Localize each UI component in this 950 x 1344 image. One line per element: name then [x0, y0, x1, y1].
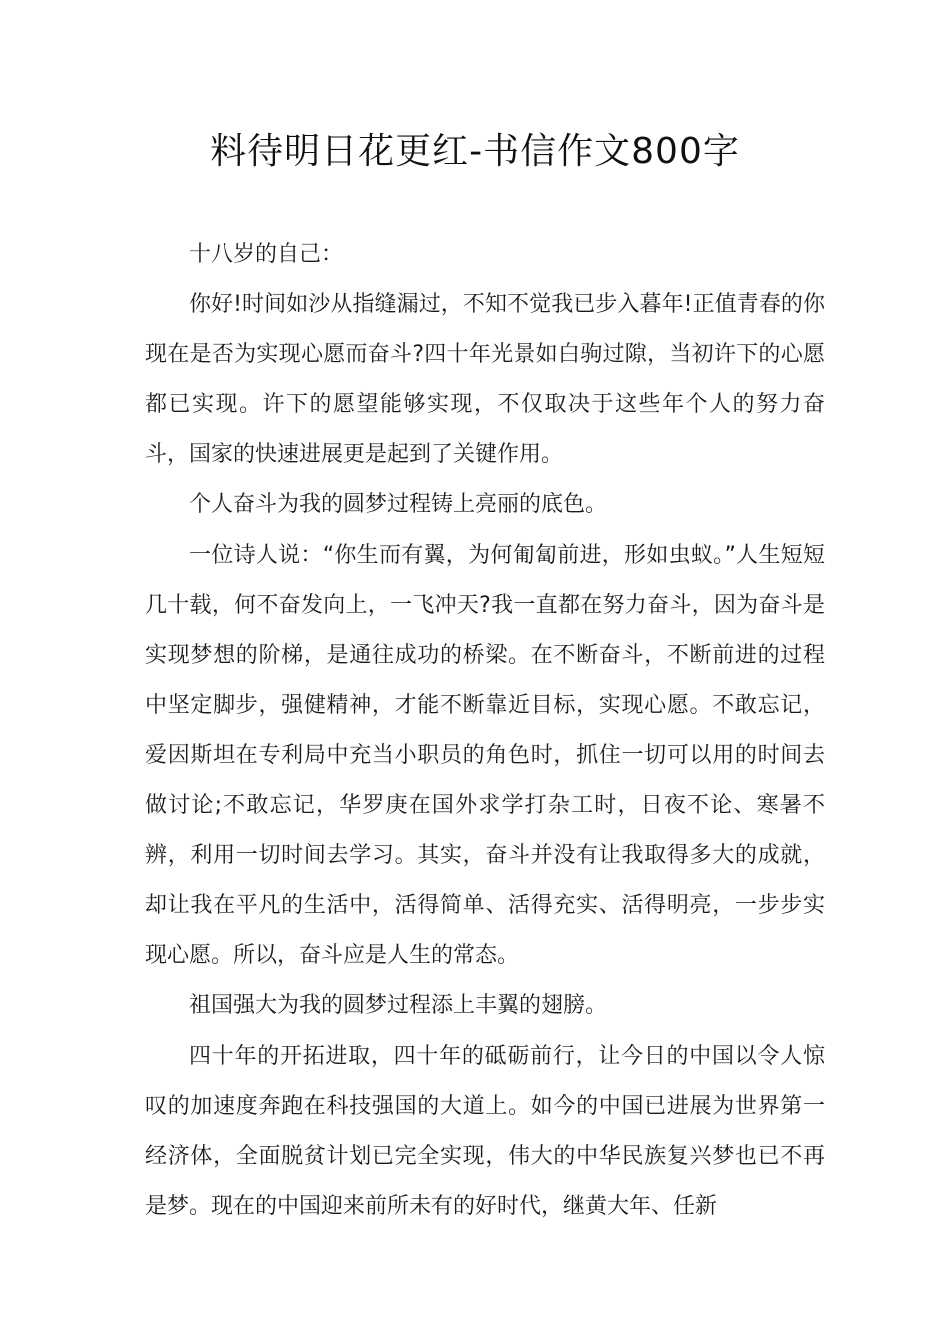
paragraph-heading-motherland: 祖国强大为我的圆梦过程添上丰翼的翅膀。: [189, 993, 608, 1019]
salutation: 十八岁的自己：: [189, 242, 344, 267]
document-body: [145, 230, 825, 1232]
paragraph-forty-years: 四十年的开拓进取，四十年的砥砺前行，让今日的中国以令人惊叹的加速度奔跑在科技强国的大道上。如今的中国已进展为世界第一经济体，全面脱贫计划已完全实现，伟大的中华民族复兴梦也已不再是梦。现在的中国迎来前所未有的好时代，继黄大年、任新: [145, 1043, 825, 1219]
paragraph-poet-quote: 一位诗人说：“你生而有翼，为何匍匐前进，形如虫蚁。”人生短短几十载，何不奋发向上，一飞冲天?我一直都在努力奋斗，因为奋斗是实现梦想的阶梯，是通往成功的桥梁。在不断奋斗，不断前进的过程中坚定脚步，强健精神，才能不断靠近目标，实现心愿。不敢忘记，爱因斯坦在专利局中充当小职员的角色时，抓住一切可以用的时间去做讨论;不敢忘记，华罗庚在国外求学打杂工时，日夜不论、寒暑不辨，利用一切时间去学习。其实，奋斗并没有让我取得多大的成就，却让我在平凡的生活中，活得简单、活得充实、活得明亮，一步步实现心愿。所以，奋斗应是人生的常态。: [145, 542, 825, 969]
paragraph-greeting: 你好!时间如沙从指缝漏过，不知不觉我已步入暮年!正值青春的你现在是否为实现心愿而奋斗?四十年光景如白驹过隙，当初许下的心愿都已实现。许下的愿望能够实现，不仅取决于这些年个人的努力奋斗，国家的快速进展更是起到了关键作用。: [145, 292, 825, 468]
document-title: 料待明日花更红-书信作文800字: [210, 131, 740, 172]
paragraph-heading-personal-effort: 个人奋斗为我的圆梦过程铸上亮丽的底色。: [189, 492, 608, 518]
